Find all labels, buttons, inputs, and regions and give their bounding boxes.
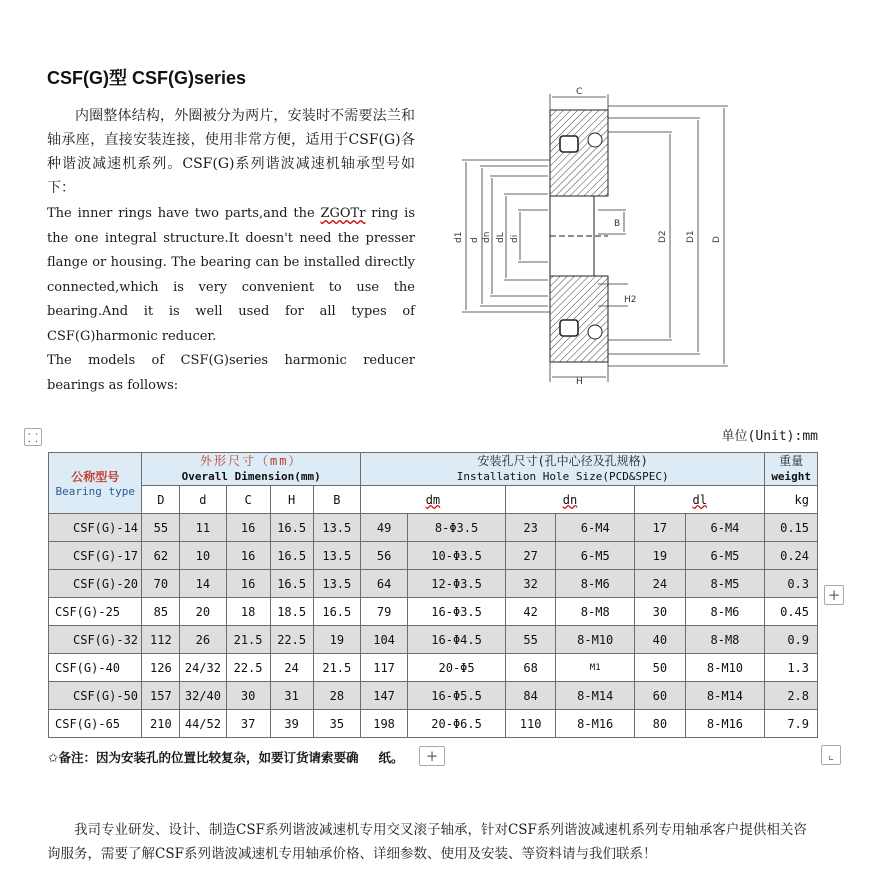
label-D1: D1 [686, 230, 696, 243]
cell-model: CSF(G)-65 [49, 710, 142, 738]
table-row [49, 514, 818, 542]
cell-dl-spec: 6-M4 [685, 514, 765, 542]
header-dimensions: 外形尺寸（mm） Overall Dimension(mm) [142, 453, 360, 486]
cell-d: 14 [180, 570, 226, 598]
cell-d: 32/40 [180, 682, 226, 710]
cell-dm-spec: 12-Φ3.5 [408, 570, 506, 598]
label-D: D [712, 236, 722, 243]
cell-D: 62 [142, 542, 180, 570]
cell-dl: 30 [635, 598, 685, 626]
header-install-holes: 安装孔尺寸(孔中心径及孔规格) Installation Hole Size(PCD&SPEC) [360, 453, 764, 486]
cell-kg: 0.45 [765, 598, 818, 626]
cell-D: 55 [142, 514, 180, 542]
subheader-d: d [180, 486, 226, 514]
table-row [49, 654, 818, 682]
cell-dm-spec: 20-Φ5 [408, 654, 506, 682]
label-di: di [510, 234, 520, 243]
cell-kg: 0.24 [765, 542, 818, 570]
brand-name: ZGOTr [320, 206, 366, 221]
cell-dn-spec: 6-M4 [556, 514, 635, 542]
cell-model: CSF(G)-17 [49, 542, 142, 570]
label-B: B [614, 219, 621, 229]
table-row [49, 682, 818, 710]
cell-dl-spec: 6-M5 [685, 542, 765, 570]
cell-dl: 60 [635, 682, 685, 710]
cell-dl: 17 [635, 514, 685, 542]
label-H: H [576, 377, 583, 384]
header-weight: 重量 weight [765, 453, 818, 486]
section-heading: CSF(G)型 CSF(G)series [47, 68, 247, 88]
bearing-cross-section-drawing [448, 84, 738, 384]
cell-dn-spec: 8-M6 [556, 570, 635, 598]
cell-H: 16.5 [270, 542, 313, 570]
cell-d: 44/52 [180, 710, 226, 738]
label-d: d [470, 237, 480, 243]
cell-D: 210 [142, 710, 180, 738]
cell-B: 13.5 [313, 570, 360, 598]
cell-dl-spec: 8-M10 [685, 654, 765, 682]
cell-C: 30 [226, 682, 270, 710]
cell-C: 16 [226, 542, 270, 570]
label-dL: dL [496, 232, 506, 243]
label-D2: D2 [658, 230, 668, 243]
cell-C: 16 [226, 570, 270, 598]
cell-dn: 23 [505, 514, 555, 542]
contact-paragraph: 我司专业研发、设计、制造CSF系列谐波减速机专用交叉滚子轴承，针对CSF系列谐波减速机系列专用轴承客户提供相关咨询服务，需要了解CSF系列谐波减速机专用轴承价格、详细参数、使用及安装、等资料请与我们联系！ [47, 822, 807, 862]
add-row-icon[interactable]: + [419, 746, 445, 766]
cell-kg: 7.9 [765, 710, 818, 738]
cell-dm: 198 [360, 710, 407, 738]
cell-dm: 104 [360, 626, 407, 654]
cell-B: 35 [313, 710, 360, 738]
cell-dn-spec: 8-M16 [556, 710, 635, 738]
cell-D: 112 [142, 626, 180, 654]
cell-d: 26 [180, 626, 226, 654]
subheader-C: C [226, 486, 270, 514]
intro-cn: 内圈整体结构，外圈被分为两片，安装时不需要法兰和轴承座，直接安装连接，使用非常方便，适用于CSF(G)各种谐波减速机系列。CSF(G)系列谐波减速机轴承型号如下： [47, 108, 415, 196]
cell-dl-spec: 8-M5 [685, 570, 765, 598]
subheader-B: B [313, 486, 360, 514]
cell-D: 157 [142, 682, 180, 710]
subheader-dl: dl [635, 486, 765, 514]
cell-dm-spec: 10-Φ3.5 [408, 542, 506, 570]
cell-model: CSF(G)-40 [49, 654, 142, 682]
cell-kg: 1.3 [765, 654, 818, 682]
add-column-icon[interactable]: + [824, 585, 844, 605]
cell-dl-spec: 8-M14 [685, 682, 765, 710]
cell-dm: 56 [360, 542, 407, 570]
cell-dm-spec: 16-Φ4.5 [408, 626, 506, 654]
cell-dm-spec: 20-Φ6.5 [408, 710, 506, 738]
cell-H: 24 [270, 654, 313, 682]
table-row [49, 542, 818, 570]
table-row [49, 626, 818, 654]
cell-dl: 24 [635, 570, 685, 598]
cell-d: 24/32 [180, 654, 226, 682]
cell-C: 22.5 [226, 654, 270, 682]
cell-d: 11 [180, 514, 226, 542]
cell-dl-spec: 8-M16 [685, 710, 765, 738]
cell-dl-spec: 8-M6 [685, 598, 765, 626]
cell-H: 16.5 [270, 570, 313, 598]
cell-kg: 0.3 [765, 570, 818, 598]
table-move-handle-icon[interactable]: ⸬ [24, 428, 42, 446]
cell-H: 16.5 [270, 514, 313, 542]
cell-model: CSF(G)-20 [49, 570, 142, 598]
cell-H: 22.5 [270, 626, 313, 654]
label-H2: H2 [624, 295, 637, 305]
cell-dn: 32 [505, 570, 555, 598]
cell-dn-spec: 8-M8 [556, 598, 635, 626]
cell-C: 37 [226, 710, 270, 738]
cell-B: 16.5 [313, 598, 360, 626]
cell-dm: 147 [360, 682, 407, 710]
cell-B: 13.5 [313, 542, 360, 570]
cell-D: 85 [142, 598, 180, 626]
table-row [49, 598, 818, 626]
cell-B: 19 [313, 626, 360, 654]
cell-C: 16 [226, 514, 270, 542]
cell-H: 39 [270, 710, 313, 738]
table-resize-corner-icon[interactable]: ⌞ [821, 745, 841, 765]
cell-dm: 79 [360, 598, 407, 626]
cell-dl: 80 [635, 710, 685, 738]
cell-D: 126 [142, 654, 180, 682]
table-row [49, 570, 818, 598]
subheader-H: H [270, 486, 313, 514]
intro-en-1: The inner rings have two parts,and the ZGOTr ring is the one integral structure.It doesn't need the presser flange or housing. The bearing can be installed directly connected,which is very convenient to use the bearing.And it is well used for all types of CSF(G)harmonic reducer. [47, 206, 415, 344]
cell-dn-spec: 6-M5 [556, 542, 635, 570]
cell-dm: 117 [360, 654, 407, 682]
label-C: C [576, 87, 583, 97]
cell-model: CSF(G)-50 [49, 682, 142, 710]
subheader-D: D [142, 486, 180, 514]
cell-dn-spec: 8-M14 [556, 682, 635, 710]
spec-table [48, 452, 818, 738]
cell-B: 28 [313, 682, 360, 710]
cell-model: CSF(G)-32 [49, 626, 142, 654]
cell-dn: 27 [505, 542, 555, 570]
intro-text [47, 104, 415, 398]
subheader-dm: dm [360, 486, 505, 514]
label-d1: d1 [454, 231, 464, 243]
cell-dn: 68 [505, 654, 555, 682]
cell-dm: 64 [360, 570, 407, 598]
unit-label: 单位(Unit):mm [721, 429, 818, 444]
cell-model: CSF(G)-14 [49, 514, 142, 542]
cell-dl-spec: 8-M8 [685, 626, 765, 654]
cell-dl: 19 [635, 542, 685, 570]
cell-H: 18.5 [270, 598, 313, 626]
cell-d: 20 [180, 598, 226, 626]
cell-dn-spec: M1 [556, 654, 635, 682]
header-model: 公称型号 Bearing type [49, 453, 142, 514]
cell-dn: 110 [505, 710, 555, 738]
cell-D: 70 [142, 570, 180, 598]
cell-dl: 50 [635, 654, 685, 682]
cell-model: CSF(G)-25 [49, 598, 142, 626]
cell-kg: 0.9 [765, 626, 818, 654]
subheader-kg: kg [765, 486, 818, 514]
label-dn: dn [482, 231, 492, 243]
cell-dm-spec: 16-Φ3.5 [408, 598, 506, 626]
cell-dn: 84 [505, 682, 555, 710]
subheader-dn: dn [505, 486, 634, 514]
table-row [49, 710, 818, 738]
cell-H: 31 [270, 682, 313, 710]
cell-C: 21.5 [226, 626, 270, 654]
cell-kg: 2.8 [765, 682, 818, 710]
cell-dn: 55 [505, 626, 555, 654]
cell-kg: 0.15 [765, 514, 818, 542]
cell-dm-spec: 16-Φ5.5 [408, 682, 506, 710]
cell-B: 13.5 [313, 514, 360, 542]
intro-en-2: The models of CSF(G)series harmonic reducer bearings as follows: [47, 353, 415, 393]
order-note: ✩备注：因为安装孔的位置比较复杂，如要订货请索要确 纸。 [48, 750, 404, 765]
cell-dm-spec: 8-Φ3.5 [408, 514, 506, 542]
cell-dn-spec: 8-M10 [556, 626, 635, 654]
cell-d: 10 [180, 542, 226, 570]
cell-C: 18 [226, 598, 270, 626]
cell-B: 21.5 [313, 654, 360, 682]
cell-dn: 42 [505, 598, 555, 626]
cell-dm: 49 [360, 514, 407, 542]
cell-dl: 40 [635, 626, 685, 654]
